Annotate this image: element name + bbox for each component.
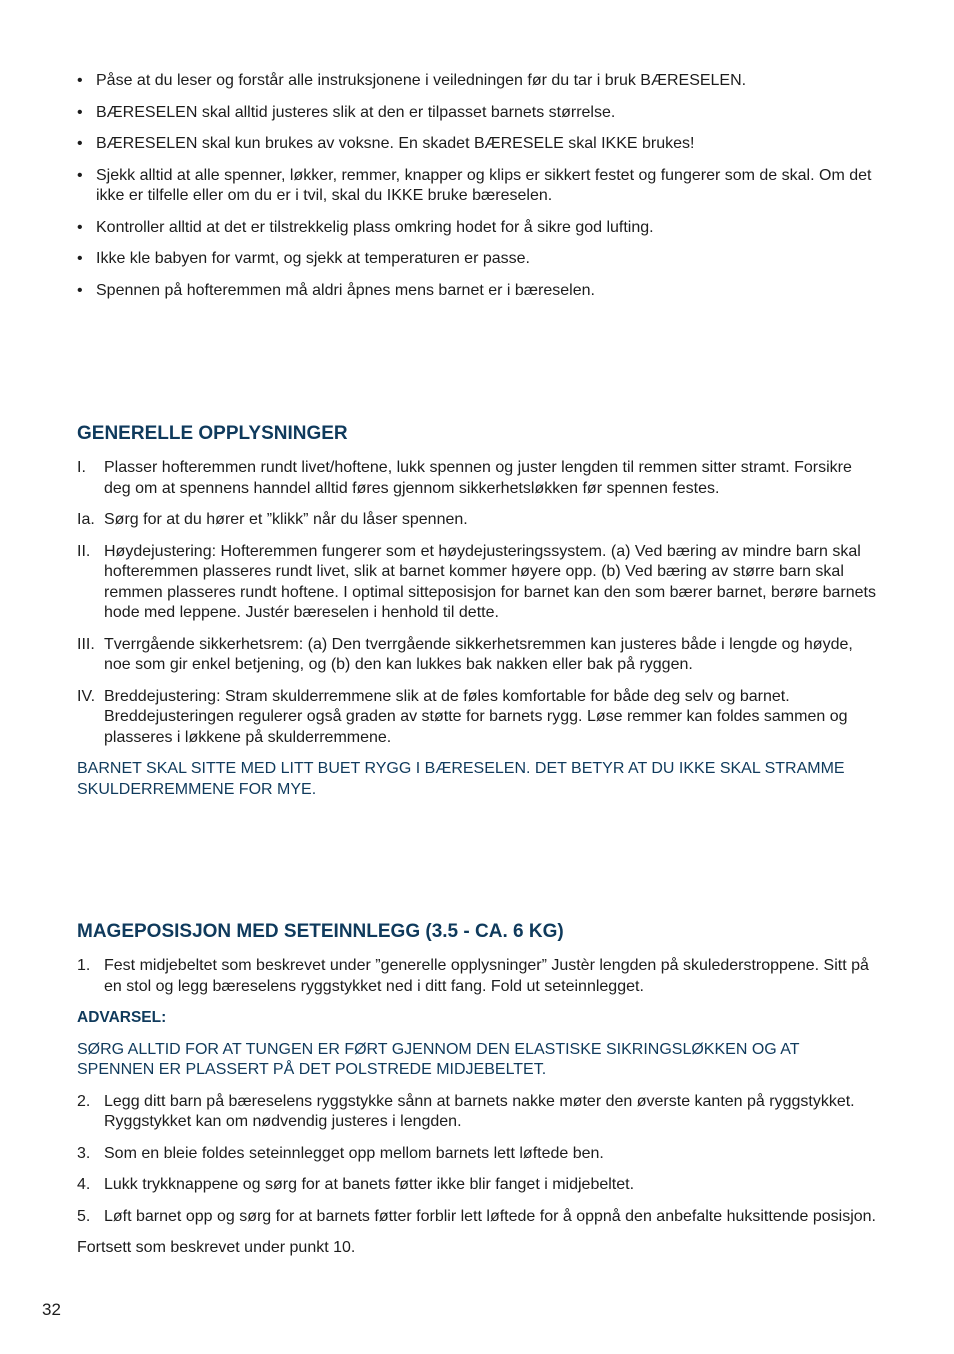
list-item: Ia. Sørg for at du hører et ”klikk” når du låser spennen. [77, 511, 468, 528]
general-heading: GENERELLE OPPLYSNINGER [77, 423, 348, 444]
list-item: III. Tverrgående sikkerhetsrem: (a) Den tverrgående sikkerhetsremmen kan justeres både i lengde og høyde, noe som gir enkel betjening, og (b) den kan lukkes bak nakken eller bak på ryggen. [77, 635, 853, 673]
bullet-item: • Påse at du leser og forstår alle instruksjonene i veiledningen før du tar i bruk BÆRESELEN. [77, 72, 747, 89]
safety-bullet-list [77, 71, 877, 312]
warning-label: ADVARSEL: [77, 1009, 167, 1026]
bullet-item: • Sjekk alltid at alle spenner, løkker, remmer, knapper og klips er sikkert festet og fungerer som de skal. Om det ikke er tilfelle eller om du er i tvil, skal du IKKE bruke bæreselen. [77, 166, 872, 204]
general-note: BARNET SKAL SITTE MED LITT BUET RYGG I BÆRESELEN. DET BETYR AT DU IKKE SKAL STRAMME SKULDERREMMENE FOR MYE. [77, 760, 845, 798]
general-section [77, 458, 877, 811]
bullet-item: • BÆRESELEN skal alltid justeres slik at den er tilpasset barnets størrelse. [77, 103, 616, 121]
stomach-heading: MAGEPOSISJON MED SETEINNLEGG (3.5 - CA. 6 KG) [77, 921, 564, 942]
list-item: I. Plasser hofteremmen rundt livet/hoftene, lukk spennen og juster lengden til remmen sitter stramt. Forsikre deg om at spennens hanndel alltid føres gjennom sikkerhetsløkken før spennen festes. [77, 459, 852, 497]
list-item: 3. Som en bleie foldes seteinnlegget opp mellom barnets lett løftede ben. [77, 1144, 604, 1162]
page-number: 32 [42, 1300, 61, 1319]
list-item: 5. Løft barnet opp og sørg for at barnets føtter forblir lett løftede for å oppnå den anbefalte huksittende posisjon. [77, 1207, 876, 1225]
bullet-item: • BÆRESELEN skal kun brukes av voksne. En skadet BÆRESELE skal IKKE brukes! [77, 135, 695, 152]
list-item: 1. Fest midjebeltet som beskrevet under ”generelle opplysninger” Justèr lengden på skulederstroppene. Sitt på en stol og legg bæreselens ryggstykket ned i ditt fang. Fold ut seteinnlegget. [77, 957, 869, 995]
bullet-item: • Kontroller alltid at det er tilstrekkelig plass omkring hodet for å sikre god lufting. [77, 218, 654, 236]
bullet-item: • Spennen på hofteremmen må aldri åpnes mens barnet er i bæreselen. [77, 281, 595, 299]
stomach-list [77, 1092, 877, 1228]
stomach-section [77, 956, 877, 1259]
list-item: 4. Lukk trykknappene og sørg for at banets føtter ikke blir fanget i midjebeltet. [77, 1176, 635, 1193]
list-item: IV. Breddejustering: Stram skulderremmene slik at de føles komfortable for både deg selv og barnet. Breddejusteringen regulerer også graden av støtte for barnets rygg. Løse remmer kan foldes sammen og plasseres i løkkene på skulderremmene. [77, 687, 848, 746]
continue-note: Fortsett som beskrevet under punkt 10. [77, 1239, 356, 1256]
list-item: II. Høydejustering: Hofteremmen fungerer som et høydejusteringssystem. (a) Ved bæring av mindre barn skal hofteremmen plasseres rundt livet, slik at barnet kommer høyere opp. (b) Ved bæring av større barn skal remmen plasseres rundt hoftene. I optimal sitteposisjon for barnet kan den som bærer barnet, berøre barnets hode med leppene. Justér bæreselen i henhold til dette. [77, 542, 876, 621]
general-list [77, 458, 877, 748]
warning-text: SØRG ALLTID FOR AT TUNGEN ER FØRT GJENNOM DEN ELASTISKE SIKRINGSLØKKEN OG AT SPENNEN ER PLASSERT PÅ DET POLSTREDE MIDJEBELTET. [77, 1040, 800, 1078]
list-item: 2. Legg ditt barn på bæreselens ryggstykke sånn at barnets nakke møter den øverste kanten på ryggstykket. Ryggstykket kan om nødvendig justeres i lengden. [77, 1092, 855, 1130]
bullet-item: • Ikke kle babyen for varmt, og sjekk at temperaturen er passe. [77, 250, 530, 267]
stomach-list-start [77, 956, 877, 997]
